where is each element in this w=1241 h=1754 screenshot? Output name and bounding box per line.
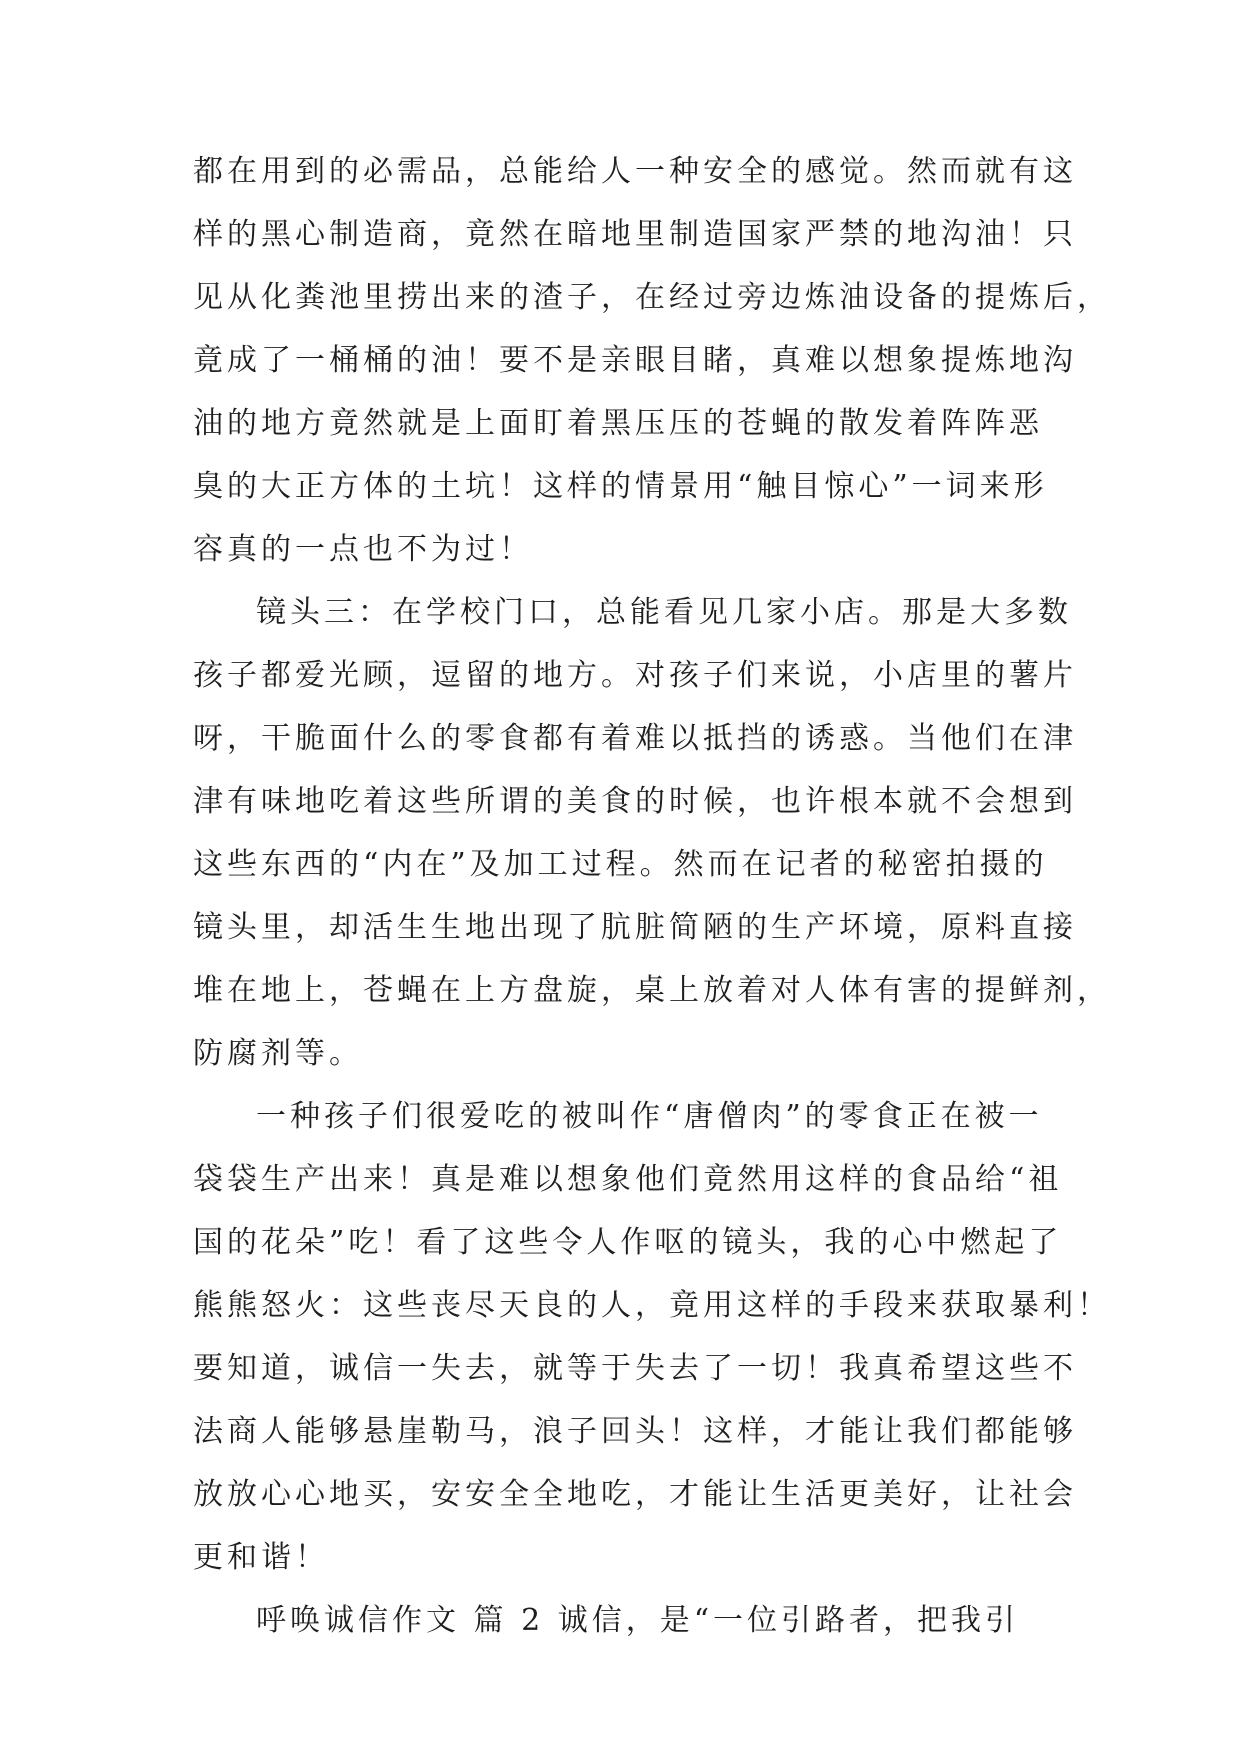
text-line: 孩子都爱光顾，逗留的地方。对孩子们来说，小店里的薯片 — [193, 658, 1077, 693]
text-line: 法商人能够悬崖勒马，浪子回头！这样，才能让我们都能够 — [193, 1414, 1077, 1449]
text-line: 津有味地吃着这些所谓的美食的时候，也许根本就不会想到 — [193, 784, 1077, 819]
text-line: 容真的一点也不为过！ — [193, 532, 533, 567]
text-line: 见从化粪池里捞出来的渣子，在经过旁边炼油设备的提炼后， — [193, 280, 1111, 315]
text-line: 放放心心地买，安安全全地吃，才能让生活更美好，让社会 — [193, 1477, 1077, 1512]
text-line: 防腐剂等。 — [193, 1036, 363, 1071]
text-line: 这些东西的“内在”及加工过程。然而在记者的秘密拍摄的 — [193, 847, 1048, 882]
text-line: 熊熊怒火：这些丧尽天良的人，竟用这样的手段来获取暴利！ — [193, 1288, 1111, 1323]
text-line: 竟成了一桶桶的油！要不是亲眼目睹，真难以想象提炼地沟 — [193, 343, 1077, 378]
text-line: 国的花朵”吃！看了这些令人作呕的镜头，我的心中燃起了 — [193, 1225, 1063, 1260]
text-line: 堆在地上，苍蝇在上方盘旋，桌上放着对人体有害的提鲜剂， — [193, 973, 1111, 1008]
paragraph-start-line: 镜头三：在学校门口，总能看见几家小店。那是大多数 — [256, 595, 1072, 630]
text-line: 都在用到的必需品，总能给人一种安全的感觉。然而就有这 — [193, 154, 1077, 189]
section-heading-line: 呼唤诚信作文 篇 2 诚信，是“一位引路者，把我引 — [256, 1603, 1020, 1638]
text-line: 要知道，诚信一失去，就等于失去了一切！我真希望这些不 — [193, 1351, 1077, 1386]
text-line: 袋袋生产出来！真是难以想象他们竟然用这样的食品给“祖 — [193, 1162, 1063, 1197]
text-line: 镜头里，却活生生地出现了肮脏简陋的生产坏境，原料直接 — [193, 910, 1077, 945]
text-line: 样的黑心制造商，竟然在暗地里制造国家严禁的地沟油！只 — [193, 217, 1077, 252]
text-line: 油的地方竟然就是上面盯着黑压压的苍蝇的散发着阵阵恶 — [193, 406, 1043, 441]
text-line: 更和谐！ — [193, 1540, 329, 1575]
text-line: 呀，干脆面什么的零食都有着难以抵挡的诱惑。当他们在津 — [193, 721, 1077, 756]
paragraph-start-line: 一种孩子们很爱吃的被叫作“唐僧肉”的零食正在被一 — [256, 1099, 1043, 1134]
text-line: 臭的大正方体的土坑！这样的情景用“触目惊心”一词来形 — [193, 469, 1048, 504]
